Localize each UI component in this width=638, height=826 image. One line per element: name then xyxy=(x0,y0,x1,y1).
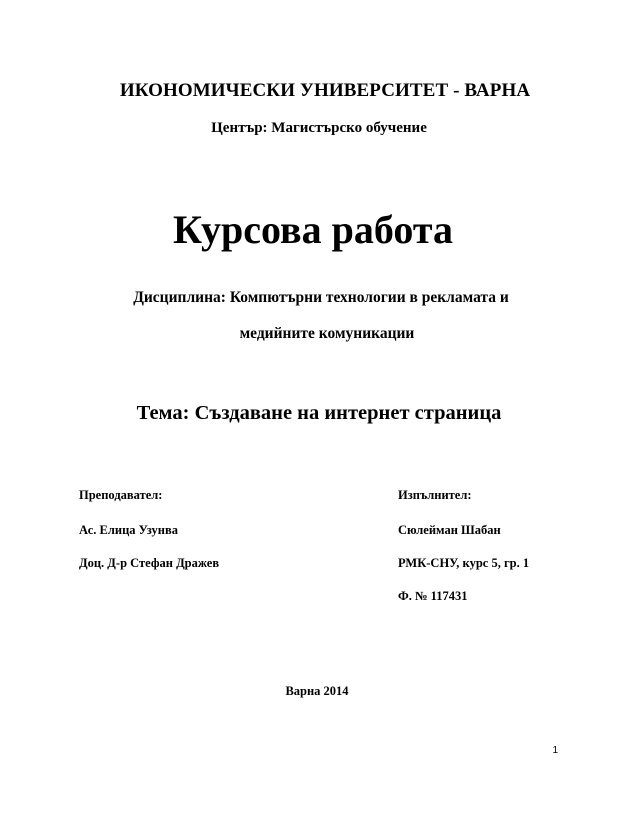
university-name: ИКОНОМИЧЕСКИ УНИВЕРСИТЕТ - ВАРНА xyxy=(119,80,531,101)
center-name: Център: Магистърско обучение xyxy=(211,120,427,136)
discipline-line-1: Дисциплина: Компютърни технологии в рекламата и xyxy=(133,289,509,306)
document-title: Курсова работа xyxy=(173,207,453,252)
teacher-name-1: Ас. Елица Узунва xyxy=(79,523,179,537)
teacher-name-2: Доц. Д-р Стефан Дражев xyxy=(79,556,220,570)
author-name: Сюлейман Шабан xyxy=(398,523,501,537)
author-label: Изпълнител: xyxy=(398,488,472,502)
author-faculty-number: Ф. № 117431 xyxy=(398,589,468,603)
author-group: РМК-СНУ, курс 5, гр. 1 xyxy=(398,556,530,570)
discipline-line-2: медийните комуникации xyxy=(239,325,415,342)
city-year: Варна 2014 xyxy=(285,684,349,698)
topic: Тема: Създаване на интернет страница xyxy=(136,402,502,424)
page-number: 1 xyxy=(552,745,558,756)
teacher-label: Преподавател: xyxy=(79,488,163,502)
